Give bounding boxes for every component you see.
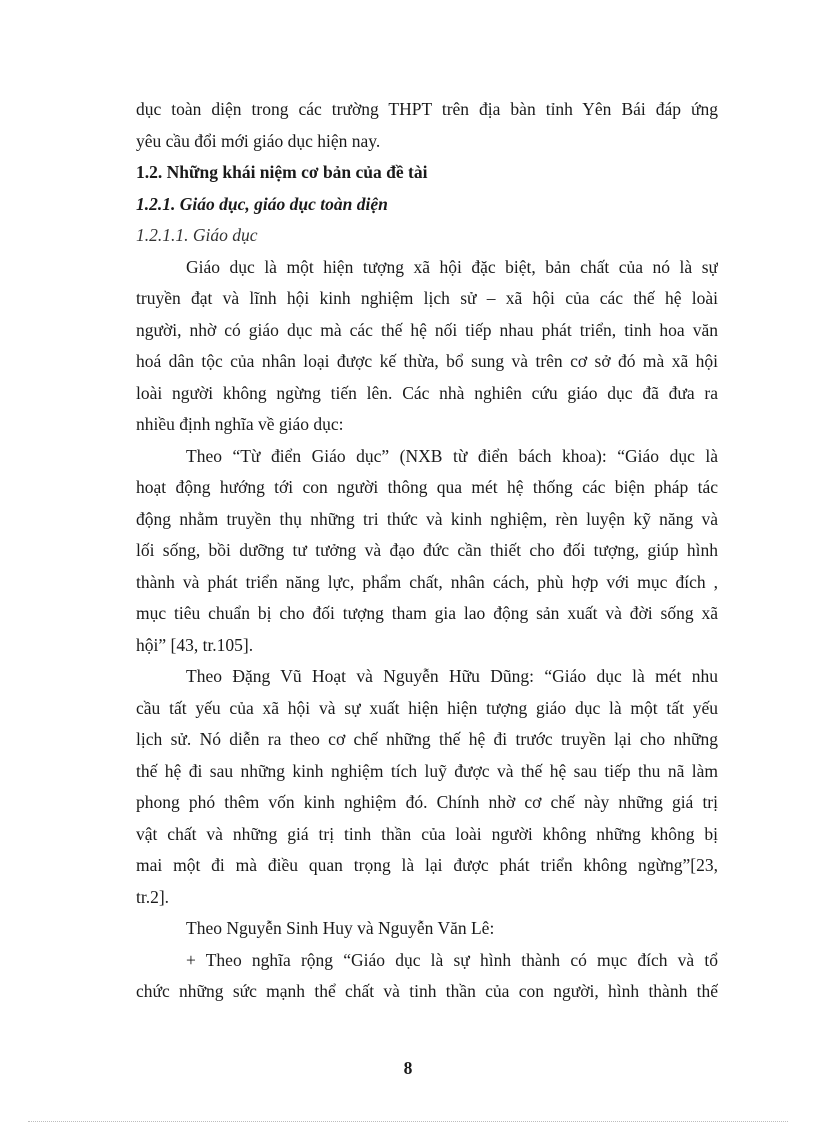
sub-subsection-heading: 1.2.1.1. Giáo dục: [136, 225, 258, 245]
body-text: [136, 94, 718, 1008]
text-line: Theo “Từ điển Giáo dục” (NXB từ điển bách khoa): “Giáo dục là: [186, 445, 718, 466]
text-line: mục tiêu chuẩn bị cho đối tượng tham gia lao động sản xuất và đời sống xã: [136, 603, 718, 623]
text-line: thành và phát triển năng lực, phẩm chất, nhân cách, phù hợp với mục đích ,: [136, 571, 718, 592]
text-line: loài người không ngừng tiến lên. Các nhà nghiên cứu giáo dục đã đưa ra: [136, 382, 718, 403]
text-line: thế hệ đi sau những kinh nghiệm tích luỹ được và thế hệ sau tiếp thu nã làm: [136, 760, 718, 781]
page-number: 8: [403, 1058, 413, 1078]
text-line: tr.2].: [136, 886, 170, 907]
page-bottom-divider: [28, 1121, 788, 1122]
text-line: lối sống, bồi dưỡng tư tưởng và đạo đức cần thiết cho đối tượng, giúp hình: [136, 540, 718, 560]
text-line: vật chất và những giá trị tinh thần của loài người không những không bị: [136, 823, 718, 844]
text-line: Giáo dục là một hiện tượng xã hội đặc biệt, bản chất của nó là sự: [186, 256, 718, 277]
text-line: người, nhờ có giáo dục mà các thế hệ nối tiếp nhau phát triển, tinh hoa văn: [136, 319, 718, 340]
section-heading: 1.2. Những khái niệm cơ bản của đề tài: [136, 162, 428, 182]
text-line: Theo Đặng Vũ Hoạt và Nguyễn Hữu Dũng: “Giáo dục là mét nhu: [186, 666, 718, 686]
text-line: nhiều định nghĩa về giáo dục:: [136, 414, 344, 434]
text-line: yêu cầu đổi mới giáo dục hiện nay.: [136, 130, 381, 151]
text-line: động nhằm truyền thụ những tri thức và kinh nghiệm, rèn luyện kỹ năng và: [136, 508, 718, 529]
text-line: hoá dân tộc của nhân loại được kế thừa, bổ sung và trên cơ sở đó mà xã hội: [136, 351, 718, 371]
text-line: truyền đạt và lĩnh hội kinh nghiệm lịch sử – xã hội của các thế hệ loài: [136, 288, 718, 308]
text-line: Theo Nguyễn Sinh Huy và Nguyễn Văn Lê:: [186, 918, 495, 938]
text-line: cầu tất yếu của xã hội và sự xuất hiện hiện tượng giáo dục là một tất yếu: [136, 697, 718, 718]
text-line: chức những sức mạnh thể chất và tinh thần của con người, hình thành thế: [136, 981, 718, 1001]
text-line: mai một đi mà điều quan trọng là lại được phát triển không ngừng”[23,: [136, 855, 718, 875]
text-line: lịch sử. Nó diễn ra theo cơ chế những thế hệ đi trước truyền lại cho những: [136, 729, 718, 749]
text-line: phong phó thêm vốn kinh nghiệm đó. Chính nhờ cơ chế này những giá trị: [136, 792, 718, 812]
text-line: dục toàn diện trong các trường THPT trên địa bàn tỉnh Yên Bái đáp ứng: [136, 99, 718, 119]
text-line: hoạt động hướng tới con người thông qua mét hệ thống các biện pháp tác: [136, 477, 718, 497]
text-line: hội” [43, tr.105].: [136, 634, 254, 655]
subsection-heading: 1.2.1. Giáo dục, giáo dục toàn diện: [136, 193, 388, 214]
text-line: + Theo nghĩa rộng “Giáo dục là sự hình thành có mục đích và tổ: [186, 949, 718, 970]
